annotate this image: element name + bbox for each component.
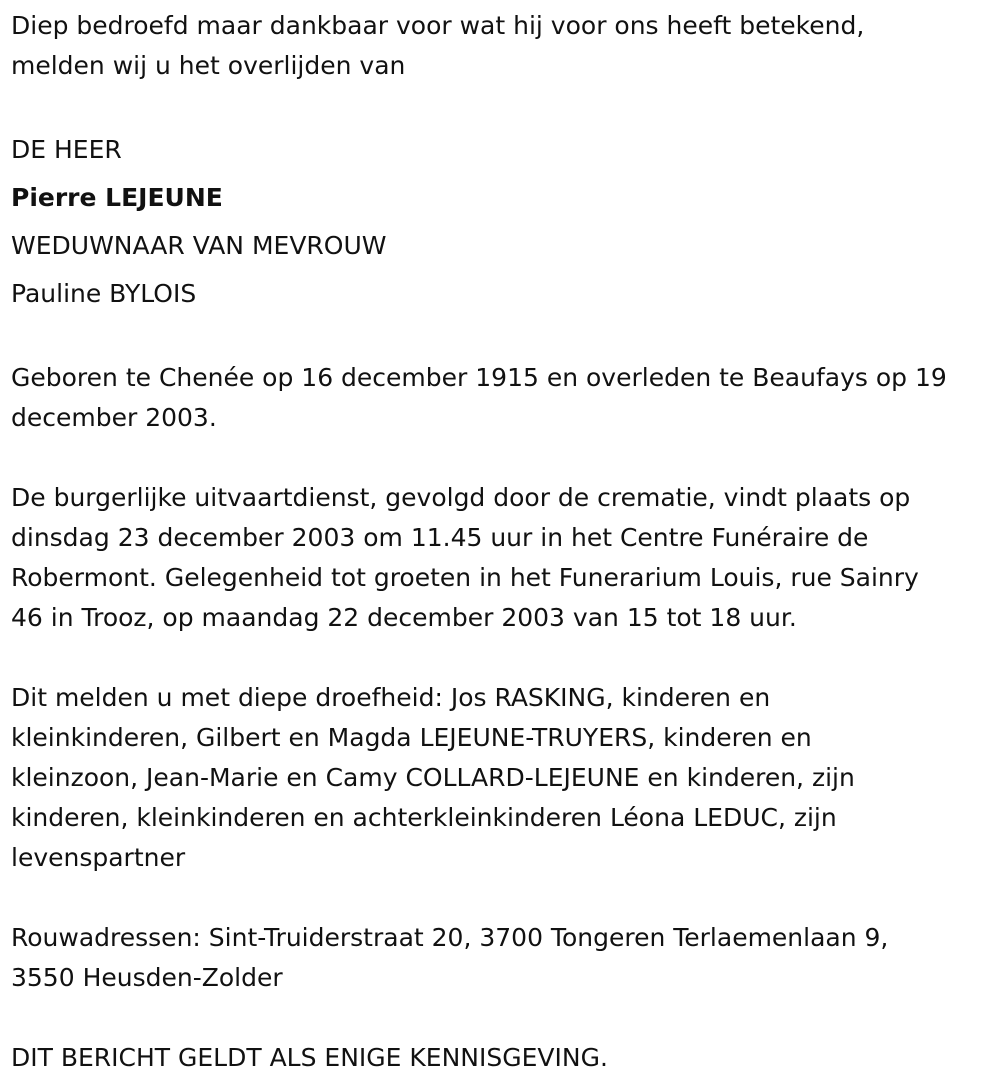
intro-paragraph — [11, 6, 991, 86]
ceremony-line-1: De burgerlijke uitvaartdienst, gevolgd door de crematie, vindt plaats op — [11, 483, 911, 512]
deceased-block — [11, 126, 991, 318]
spacer — [11, 998, 991, 1038]
addresses-line-2: 3550 Heusden-Zolder — [11, 963, 283, 992]
addresses-paragraph — [11, 918, 991, 998]
honorific: DE HEER — [11, 135, 122, 164]
mourners-paragraph — [11, 678, 991, 878]
birth-death-line-2: december 2003. — [11, 403, 217, 432]
mourners-line-2: kleinkinderen, Gilbert en Magda LEJEUNE-TRUYERS, kinderen en — [11, 723, 812, 752]
ceremony-line-2: dinsdag 23 december 2003 om 11.45 uur in het Centre Funéraire de — [11, 523, 869, 552]
spacer — [11, 638, 991, 678]
spacer — [11, 86, 991, 126]
birth-death-line-1: Geboren te Chenée op 16 december 1915 en overleden te Beaufays op 19 — [11, 363, 947, 392]
deceased-name: Pierre LEJEUNE — [11, 183, 223, 212]
intro-line-2: melden wij u het overlijden van — [11, 51, 406, 80]
mourners-line-3: kleinzoon, Jean-Marie en Camy COLLARD-LEJEUNE en kinderen, zijn — [11, 763, 855, 792]
intro-line-1: Diep bedroefd maar dankbaar voor wat hij voor ons heeft betekend, — [11, 11, 865, 40]
ceremony-line-4: 46 in Trooz, op maandag 22 december 2003 van 15 tot 18 uur. — [11, 603, 797, 632]
birth-death-paragraph — [11, 358, 991, 438]
addresses-line-1: Rouwadressen: Sint-Truiderstraat 20, 3700 Tongeren Terlaemenlaan 9, — [11, 923, 889, 952]
spouse-name: Pauline BYLOIS — [11, 279, 197, 308]
relation-line: WEDUWNAAR VAN MEVROUW — [11, 231, 387, 260]
spacer — [11, 438, 991, 478]
ceremony-paragraph — [11, 478, 991, 638]
mourners-line-1: Dit melden u met diepe droefheid: Jos RASKING, kinderen en — [11, 683, 771, 712]
mourners-line-5: levenspartner — [11, 843, 186, 872]
ceremony-line-3: Robermont. Gelegenheid tot groeten in het Funerarium Louis, rue Sainry — [11, 563, 919, 592]
spacer — [11, 878, 991, 918]
closing-statement: DIT BERICHT GELDT ALS ENIGE KENNISGEVING. — [11, 1043, 608, 1072]
spacer — [11, 318, 991, 358]
mourners-line-4: kinderen, kleinkinderen en achterkleinkinderen Léona LEDUC, zijn — [11, 803, 837, 832]
